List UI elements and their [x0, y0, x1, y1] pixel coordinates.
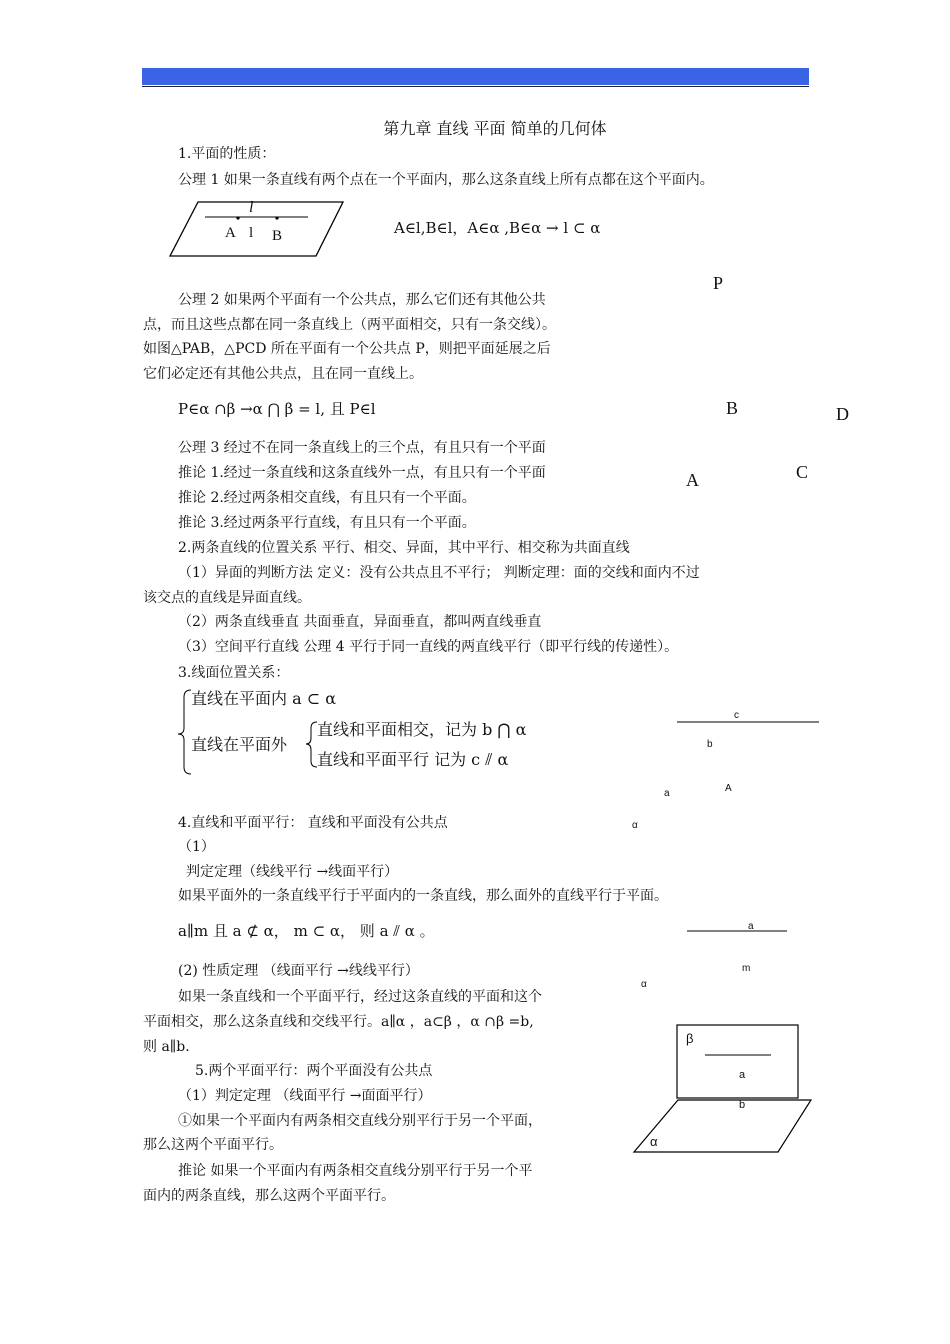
fig3-label-a: a — [664, 788, 670, 799]
section-2-heading: 2.两条直线的位置关系 平行、相交、异面，其中平行、相交称为共面直线 — [178, 540, 630, 556]
property-theorem-line-3: 则 a∥b. — [143, 1039, 190, 1055]
corollary-1: 推论 1.经过一条直线和这条直线外一点，有且只有一个平面 — [178, 465, 546, 481]
line-in-plane: 直线在平面内 a ⊂ α — [191, 689, 337, 708]
parallel-lines: （3）空间平行直线 公理 4 平行于同一直线的两直线平行（即平行线的传递性）。 — [178, 639, 679, 655]
section-5-heading: 5.两个平面平行：两个平面没有公共点 — [195, 1063, 433, 1079]
fig2-label-d: D — [836, 404, 849, 424]
skew-judge-line-2: 该交点的直线是异面直线。 — [143, 590, 311, 606]
line-parallel-plane: 直线和平面平行 记为 c ⫽ α — [317, 750, 509, 769]
fig3-label-c: c — [734, 710, 739, 721]
fig2-label-c: C — [796, 462, 809, 482]
plane-judge-line-1: ①如果一个平面内有两条相交直线分别平行于另一个平面， — [178, 1113, 542, 1129]
section-1-heading: 1.平面的性质： — [178, 146, 276, 162]
plane-corollary-line-1: 推论 如果一个平面内有两条相交直线分别平行于另一个平 — [178, 1163, 533, 1179]
property-theorem-title: (2) 性质定理 （线面平行 →线线平行） — [178, 963, 419, 979]
fig4-label-m: m — [742, 963, 751, 974]
fig5-label-beta: β — [686, 1031, 694, 1046]
judge-theorem-title: 判定定理（线线平行 →线面平行） — [186, 864, 399, 880]
section-3-heading: 3.线面位置关系： — [178, 665, 290, 681]
judge-theorem-formula: a∥m 且 a ⊄ α， m ⊂ α， 则 a ⫽ α 。 — [178, 922, 435, 940]
plane-alpha — [634, 1100, 811, 1152]
fig1-label-l: l — [249, 199, 254, 216]
section-4-item-1: （1） — [178, 839, 215, 855]
perpendicular-lines: （2）两条直线垂直 共面垂直，异面垂直，都叫两直线垂直 — [178, 614, 542, 630]
judge-theorem-text: 如果平面外的一条直线平行于平面内的一条直线，那么面外的直线平行于平面。 — [178, 888, 668, 904]
section-4-heading: 4.直线和平面平行： 直线和平面没有公共点 — [178, 815, 448, 831]
skew-judge-line-1: （1）异面的判断方法 定义：没有公共点且不平行； 判断定理：面的交线和面内不过 — [178, 565, 700, 581]
axiom-2-line-3: 如图△PAB，△PCD 所在平面有一个公共点 P，则把平面延展之后 — [143, 341, 551, 357]
axiom-1-formula: A∈l,B∈l，A∈α ,B∈α → l ⊂ α — [394, 219, 601, 237]
line-outside-plane: 直线在平面外 — [191, 735, 288, 754]
plane-judge-theorem-title: （1）判定定理 （线面平行 →面面平行） — [178, 1088, 432, 1104]
fig4-label-alpha: α — [641, 979, 647, 990]
plane-corollary-line-2: 面内的两条直线，那么这两个平面平行。 — [143, 1188, 395, 1204]
plane-parallelogram — [170, 202, 343, 256]
corollary-2: 推论 2.经过两条相交直线，有且只有一个平面。 — [178, 490, 476, 506]
axiom-2-line-4: 它们必定还有其他公共点，且在同一直线上。 — [143, 366, 423, 382]
fig3-label-a-upper: A — [725, 783, 732, 794]
fig3-label-alpha: α — [632, 820, 638, 831]
fig4-label-a: a — [748, 921, 754, 932]
fig5-label-alpha: α — [650, 1134, 658, 1149]
fig5-label-b: b — [739, 1099, 746, 1111]
fig1-label-l2: l — [249, 225, 254, 241]
page-title: 第九章 直线 平面 简单的几何体 — [383, 119, 607, 138]
fig1-label-a: A — [225, 225, 236, 241]
corollary-3: 推论 3.经过两条平行直线，有且只有一个平面。 — [178, 515, 476, 531]
fig2-label-b: B — [726, 398, 739, 418]
property-theorem-line-2: 平面相交，那么这条直线和交线平行。a∥α ，a⊂β ，α ∩β =b, — [143, 1014, 534, 1030]
fig5-label-a: a — [739, 1069, 746, 1081]
fig2-label-a: A — [686, 470, 699, 490]
plane-judge-line-2: 那么这两个平面平行。 — [143, 1137, 283, 1153]
axiom-2-line-1: 公理 2 如果两个平面有一个公共点，那么它们还有其他公共 — [178, 292, 546, 308]
axiom-1: 公理 1 如果一条直线有两个点在一个平面内，那么这条直线上所有点都在这个平面内。 — [178, 172, 714, 188]
axiom-3: 公理 3 经过不在同一条直线上的三个点，有且只有一个平面 — [178, 440, 546, 456]
fig1-label-b: B — [272, 228, 283, 244]
fig2-label-p: P — [713, 273, 724, 293]
axiom-2-formula: P∈α ∩β →α ⋂ β = l, 且 P∈l — [178, 400, 376, 418]
point-b-dot — [275, 216, 278, 219]
point-a-dot — [236, 216, 239, 219]
axiom-2-line-2: 点，而且这些点都在同一条直线上（两平面相交，只有一条交线）。 — [143, 317, 556, 333]
brace-inner — [306, 722, 317, 767]
property-theorem-line-1: 如果一条直线和一个平面平行，经过这条直线的平面和这个 — [178, 989, 542, 1005]
plane-beta — [677, 1025, 798, 1098]
brace-outer — [178, 690, 191, 774]
fig3-label-b: b — [707, 739, 713, 750]
line-intersects-plane: 直线和平面相交，记为 b ⋂ α — [317, 720, 527, 739]
